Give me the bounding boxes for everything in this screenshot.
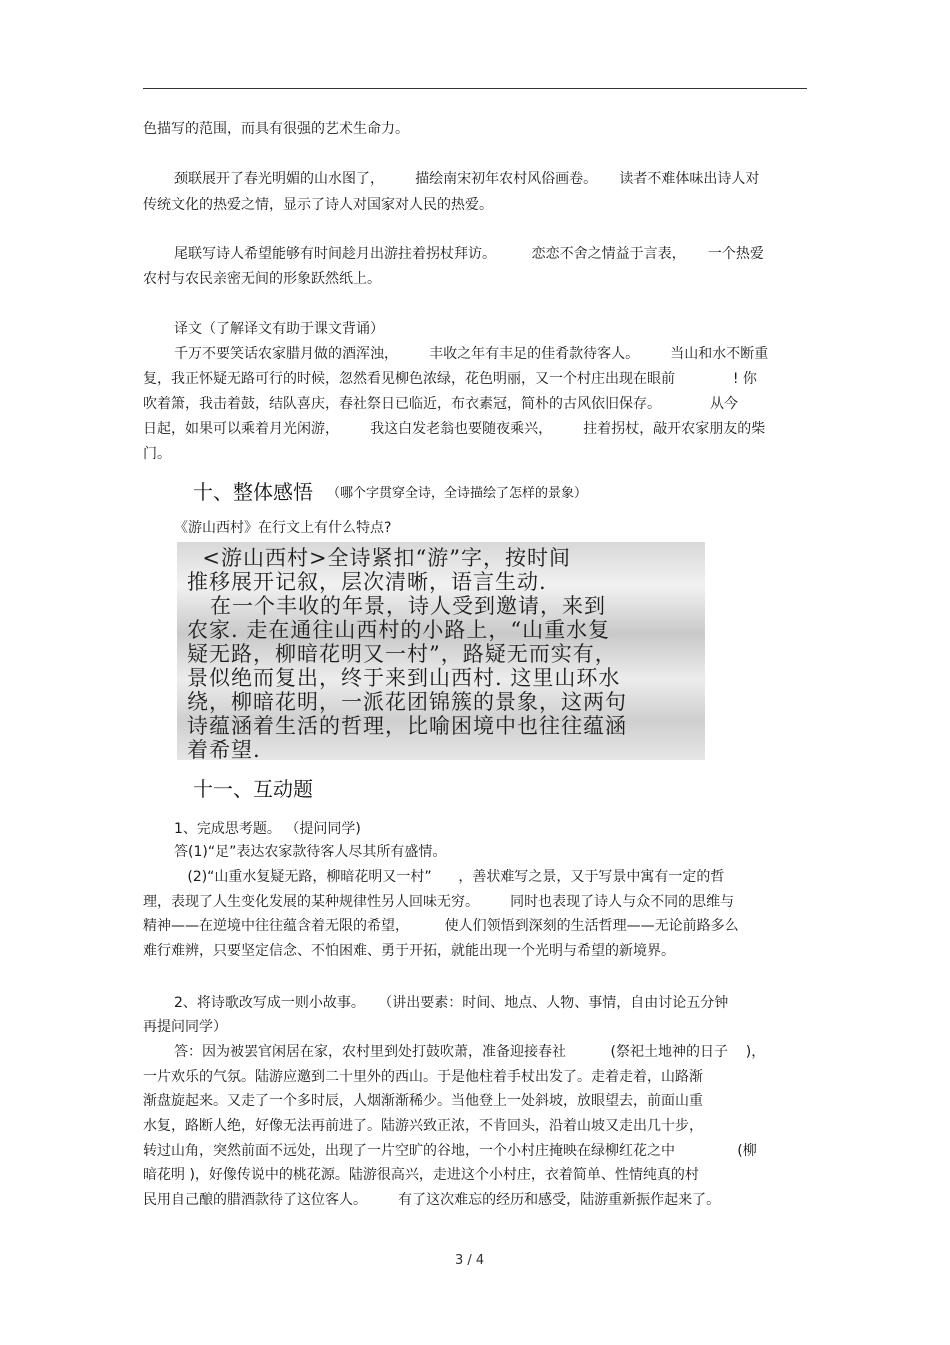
- q2-answer-line: 水复，路断人绝，好像无法再前进了。陆游兴致正浓，不肯回头，沿着山坡又走出几十步，: [143, 1118, 703, 1134]
- board-line: 绕，柳暗花明，一派花团锦簇的景象，这两句: [187, 690, 627, 714]
- board-line: 在一个丰收的年景，诗人受到邀请，来到: [187, 594, 607, 618]
- jinglian-line-1: 颈联展开了春光明媚的山水图了， 描绘南宋初年农村风俗画卷。 读者不难体味出诗人对: [174, 171, 760, 187]
- intro-line: 色描写的范围，而具有很强的艺术生命力。: [143, 121, 409, 137]
- board-line: <游山西村>全诗紧扣“游”字，按时间: [187, 546, 572, 570]
- board-line: 推移展开记叙，层次清晰，语言生动.: [187, 570, 547, 594]
- translation-line: 门。: [143, 446, 171, 462]
- section-11-heading: 十一、互动题: [193, 777, 313, 801]
- q1-answer-2-line: (2)“山重水复疑无路，柳暗花明又一村” ，善状难写之景，又于写景中寓有一定的哲: [174, 869, 725, 885]
- translation-line: 复，我正怀疑无路可行的时候，忽然看见柳色浓绿，花色明丽，又一个村庄出现在眼前 ! 你: [143, 371, 757, 387]
- translation-line: 吹着箫，我击着鼓，结队喜庆，春社祭日已临近，布衣素冠，简朴的古风依旧保存。 从今: [143, 396, 738, 412]
- header-rule: [143, 88, 807, 89]
- jinglian-line-2: 传统文化的热爱之情，显示了诗人对国家对人民的热爱。: [143, 197, 493, 213]
- q2-answer-line: 转过山角，突然前面不远处，出现了一片空旷的谷地，一个小村庄掩映在绿柳红花之中 (柳: [143, 1143, 757, 1159]
- board-line: 景似绝而复出，终于来到山西村. 这里山环水: [187, 666, 621, 690]
- q2-title-line-2: 再提问同学）: [143, 1019, 227, 1035]
- q1-answer-1: 答(1)“足”表达农家款待客人尽其所有盛情。: [174, 844, 447, 860]
- board-line: 农家. 走在通往山西村的小路上，“山重水复: [187, 618, 611, 642]
- section-10-title: 十、整体感悟: [193, 480, 313, 504]
- translation-title: 译文（了解译文有助于课文背诵）: [174, 321, 384, 337]
- q2-answer-line: 民用自己酿的腊酒款待了这位客人。 有了这次难忘的经历和感受，陆游重新振作起来了。: [143, 1192, 721, 1208]
- board-line: 着希望.: [187, 738, 261, 762]
- translation-line: 千万不要笑话农家腊月做的酒浑浊， 丰收之年有丰足的佳肴款待客人。 当山和水不断重: [174, 346, 769, 362]
- section-10-note: （哪个字贯穿全诗，全诗描绘了怎样的景象）: [327, 486, 588, 501]
- q1-answer-2-line: 难行难辨，只要坚定信念、不怕困难、勇于开拓，就能出现一个光明与希望的新境界。: [143, 943, 675, 959]
- q2-answer-line: 渐盘旋起来。又走了一个多时辰，人烟渐渐稀少。当他登上一处斜坡，放眼望去，前面山重: [143, 1093, 703, 1109]
- board-line: 诗蕴涵着生活的哲理，比喻困境中也往往蕴涵: [187, 714, 627, 738]
- board-line: 疑无路，柳暗花明又一村”，路疑无而实有，: [187, 642, 617, 666]
- q1-answer-2-line: 理，表现了人生变化发展的某种规律性另人回味无穷。 同时也表现了诗人与众不同的思维与: [143, 894, 735, 910]
- weilian-line-1: 尾联写诗人希望能够有时间趁月出游拄着拐杖拜访。 恋恋不舍之情益于言表， 一个热爱: [174, 246, 764, 262]
- answer-board-image: [177, 542, 705, 760]
- section-10-heading: [193, 479, 587, 507]
- section-10-question: 《游山西村》在行文上有什么特点?: [174, 520, 392, 536]
- q1-answer-2-line: 精神——在逆境中往往蕴含着无限的希望， 使人们领悟到深刻的生活哲理——无论前路多么: [143, 918, 739, 934]
- q2-title-line-1: 2、将诗歌改写成一则小故事。 （讲出要素：时间、地点、人物、事情，自由讨论五分钟: [174, 995, 729, 1011]
- weilian-line-2: 农村与农民亲密无间的形象跃然纸上。: [143, 271, 381, 287]
- q2-answer-line: 一片欢乐的气氛。陆游应邀到二十里外的西山。于是他柱着手杖出发了。走着走着，山路渐: [143, 1069, 703, 1085]
- q2-answer-line: 暗花明 )，好像传说中的桃花源。陆游很高兴，走进这个小村庄，衣着简单、性情纯真的村: [143, 1167, 699, 1183]
- translation-line: 日起，如果可以乘着月光闲游， 我这白发老翁也要随夜乘兴， 拄着拐杖，敲开农家朋友的柴: [143, 421, 766, 437]
- q2-answer-line: 答：因为被罢官闲居在家，农村里到处打鼓吹萧，准备迎接春社 (祭祀土地神的日子 )，: [174, 1044, 766, 1060]
- q1-title: 1、完成思考题。 （提问同学): [174, 821, 361, 837]
- page-number: 3 / 4: [455, 1253, 485, 1268]
